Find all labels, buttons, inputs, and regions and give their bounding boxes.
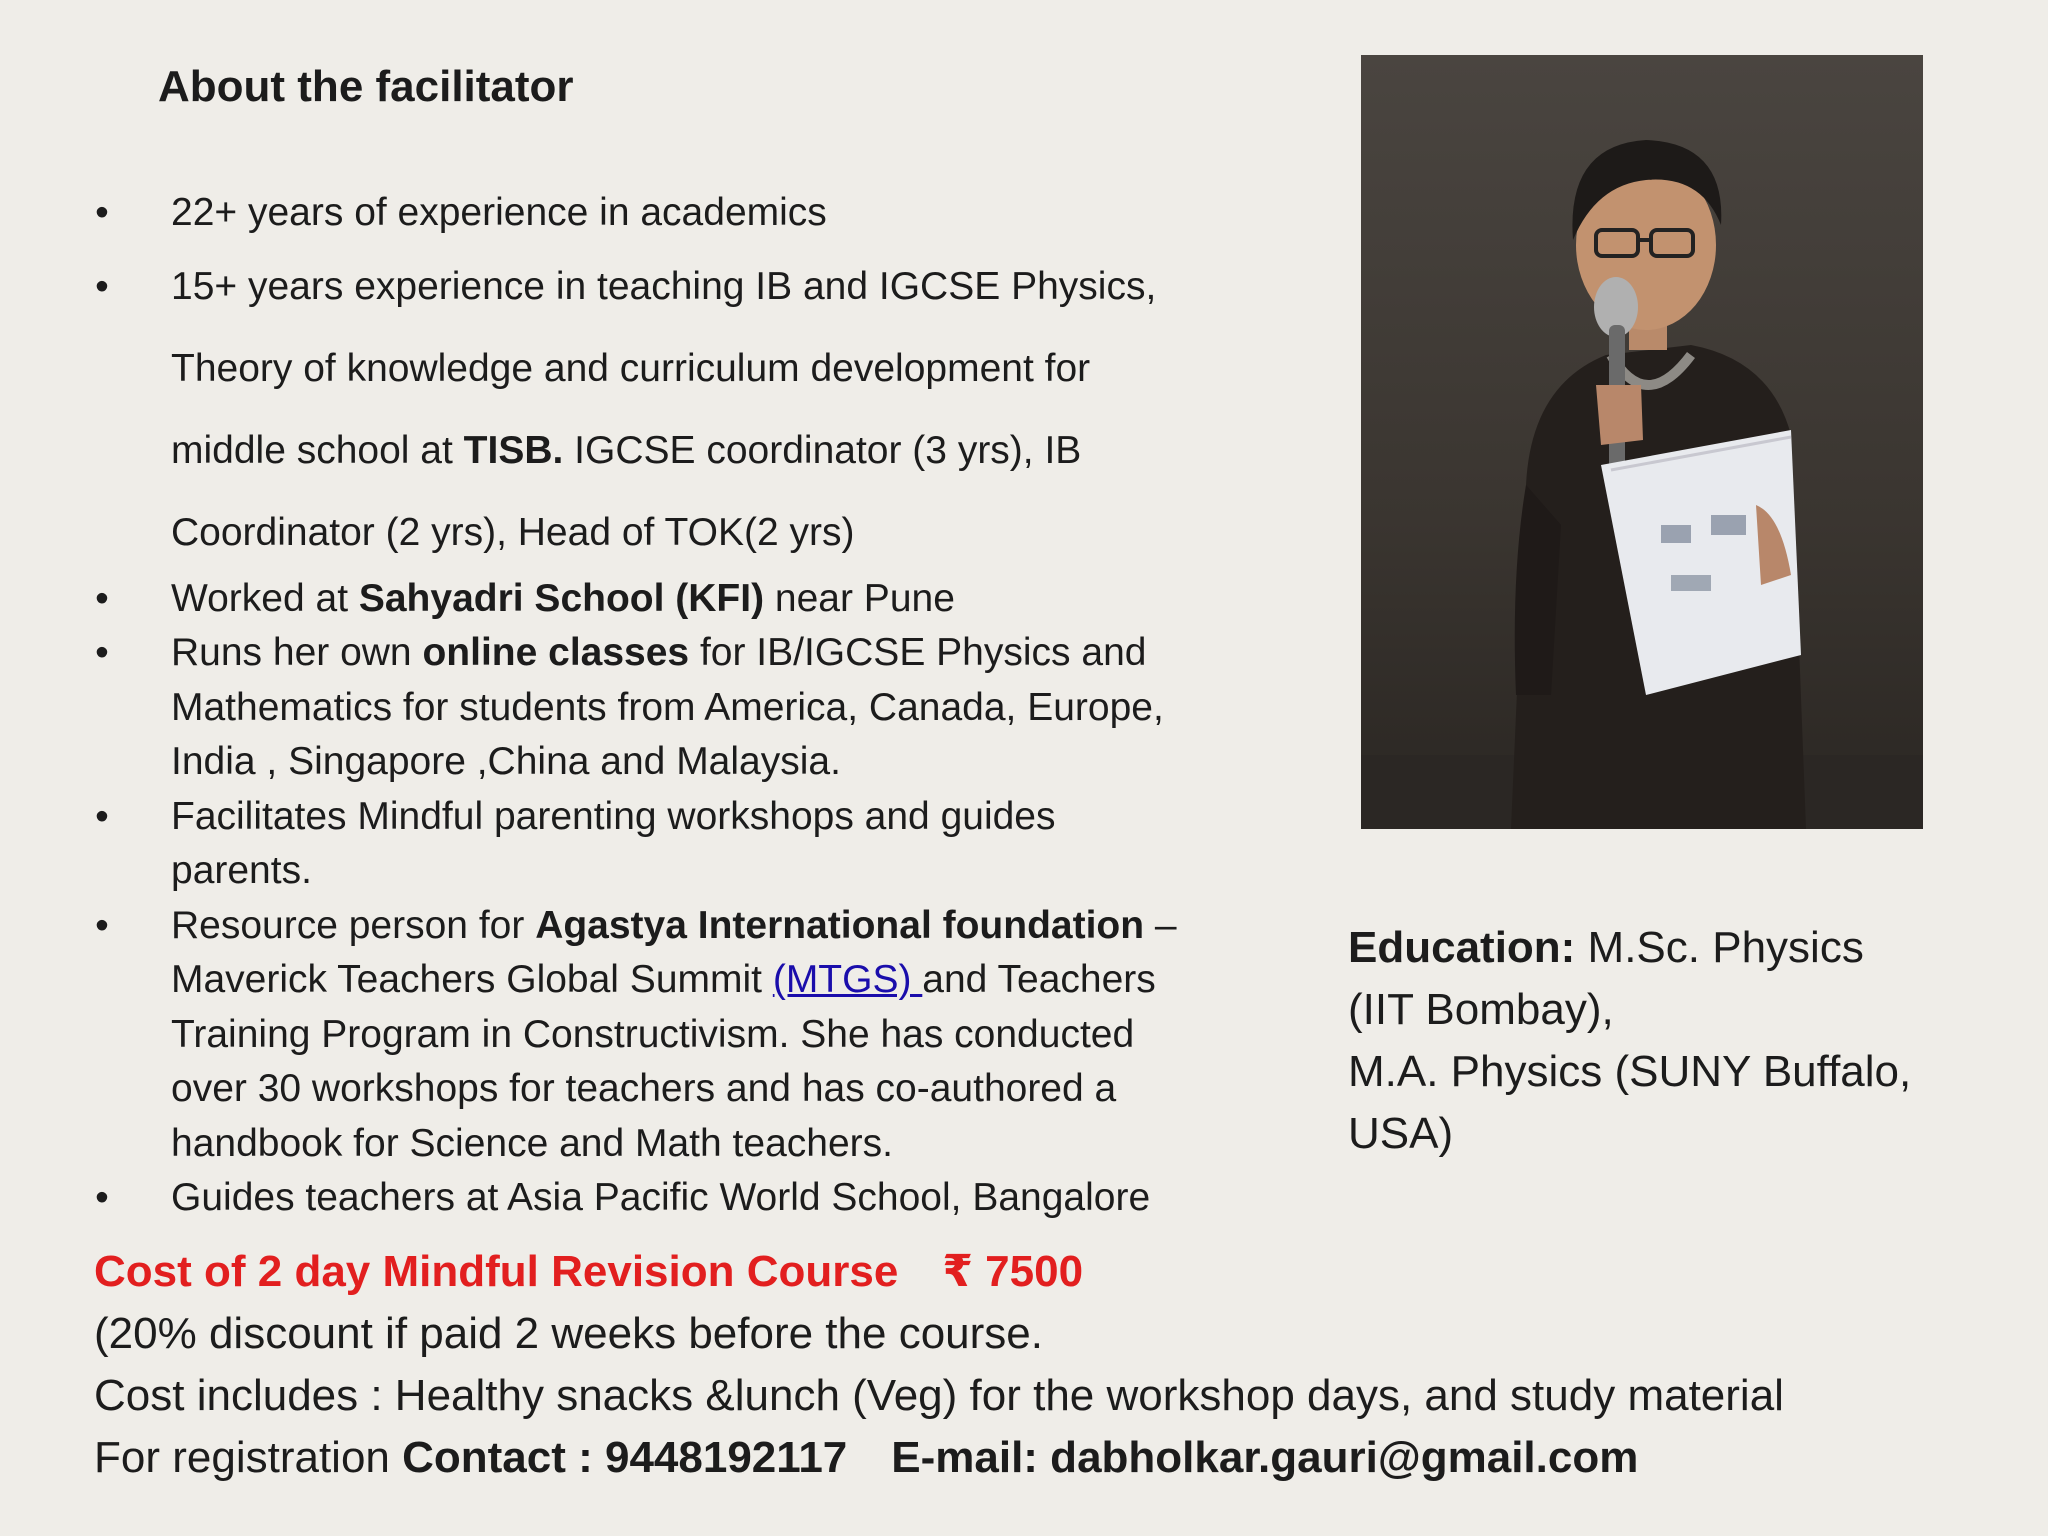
page-title: About the facilitator	[158, 62, 574, 111]
bullet-marker: •	[95, 903, 109, 947]
bullet-experience	[90, 186, 1270, 241]
facilitator-bullet-list	[90, 186, 1270, 1226]
registration-prefix: For registration	[94, 1433, 403, 1482]
contact-phone: Contact : 9448192117	[402, 1433, 848, 1482]
discount-note: (20% discount if paid 2 weeks before the course.	[94, 1309, 1043, 1358]
education-line: (IIT Bombay),	[1348, 985, 1614, 1034]
facilitator-portrait-image	[1361, 55, 1923, 829]
course-footer	[94, 1241, 2034, 1489]
registration-line	[94, 1427, 2034, 1489]
bullet-marker: •	[95, 191, 109, 234]
agastya-highlight: Agastya International foundation	[535, 903, 1145, 947]
cost-label: Cost of 2 day Mindful Revision Course	[94, 1247, 899, 1296]
bullet-marker: •	[95, 794, 109, 838]
bullet-marker: •	[95, 264, 109, 308]
tisb-highlight: TISB.	[463, 428, 564, 472]
bullet-marker: •	[95, 631, 109, 674]
bullet-teaching	[90, 246, 1270, 574]
bullet-marker: •	[95, 576, 109, 620]
bullet-marker: •	[95, 1176, 109, 1219]
sahyadri-highlight: Sahyadri School (KFI)	[358, 576, 765, 620]
bullet-text: 22+ years of experience in academics	[171, 191, 827, 234]
bullet-text-line: 15+ years experience in teaching IB and IGCSE Physics,	[171, 264, 1157, 308]
bullet-parenting: • Facilitates Mindful parenting workshops and guides parents.	[90, 790, 1270, 899]
cost-value: ₹ 7500	[942, 1247, 1084, 1296]
online-classes-highlight: online classes	[422, 631, 690, 674]
bullet-text-line: Theory of knowledge and curriculum development for	[171, 346, 1091, 390]
facilitator-photo	[1361, 55, 1923, 829]
education-line: M.A. Physics (SUNY Buffalo,	[1348, 1047, 1912, 1096]
education-block	[1348, 917, 1988, 1165]
bullet-online-classes: • Runs her own online classes for IB/IGCSE Physics and Mathematics for students from America, Canada, Europe, India , Singapore ,China and Malaysia.	[90, 626, 1270, 790]
bullet-text-line: middle school at TISB. IGCSE coordinator (3 yrs), IB	[171, 428, 1082, 472]
mtgs-link[interactable]: (MTGS)	[772, 958, 923, 1001]
education-line: USA)	[1348, 1109, 1454, 1158]
education-label: Education:	[1348, 923, 1576, 972]
education-line: M.Sc. Physics	[1575, 923, 1864, 972]
bullet-text-line: Coordinator (2 yrs), Head of TOK(2 yrs)	[171, 510, 855, 554]
bullet-sahyadri: • Worked at Sahyadri School (KFI) near Pune	[90, 572, 1270, 627]
bullet-asia-pacific: • Guides teachers at Asia Pacific World School, Bangalore	[90, 1171, 1270, 1226]
contact-email: E-mail: dabholkar.gauri@gmail.com	[891, 1433, 1639, 1482]
bullet-agastya: • Resource person for Agastya International foundation – Maverick Teachers Global Summit (MTGS) and Teachers Training Program in Constructivism. She has conducted over 30 workshops for teachers and has co-authored a handbook for Science and Math teachers.	[90, 899, 1270, 1172]
cost-includes: Cost includes : Healthy snacks &lunch (Veg) for the workshop days, and study material	[94, 1371, 1784, 1420]
course-cost	[94, 1241, 2034, 1303]
